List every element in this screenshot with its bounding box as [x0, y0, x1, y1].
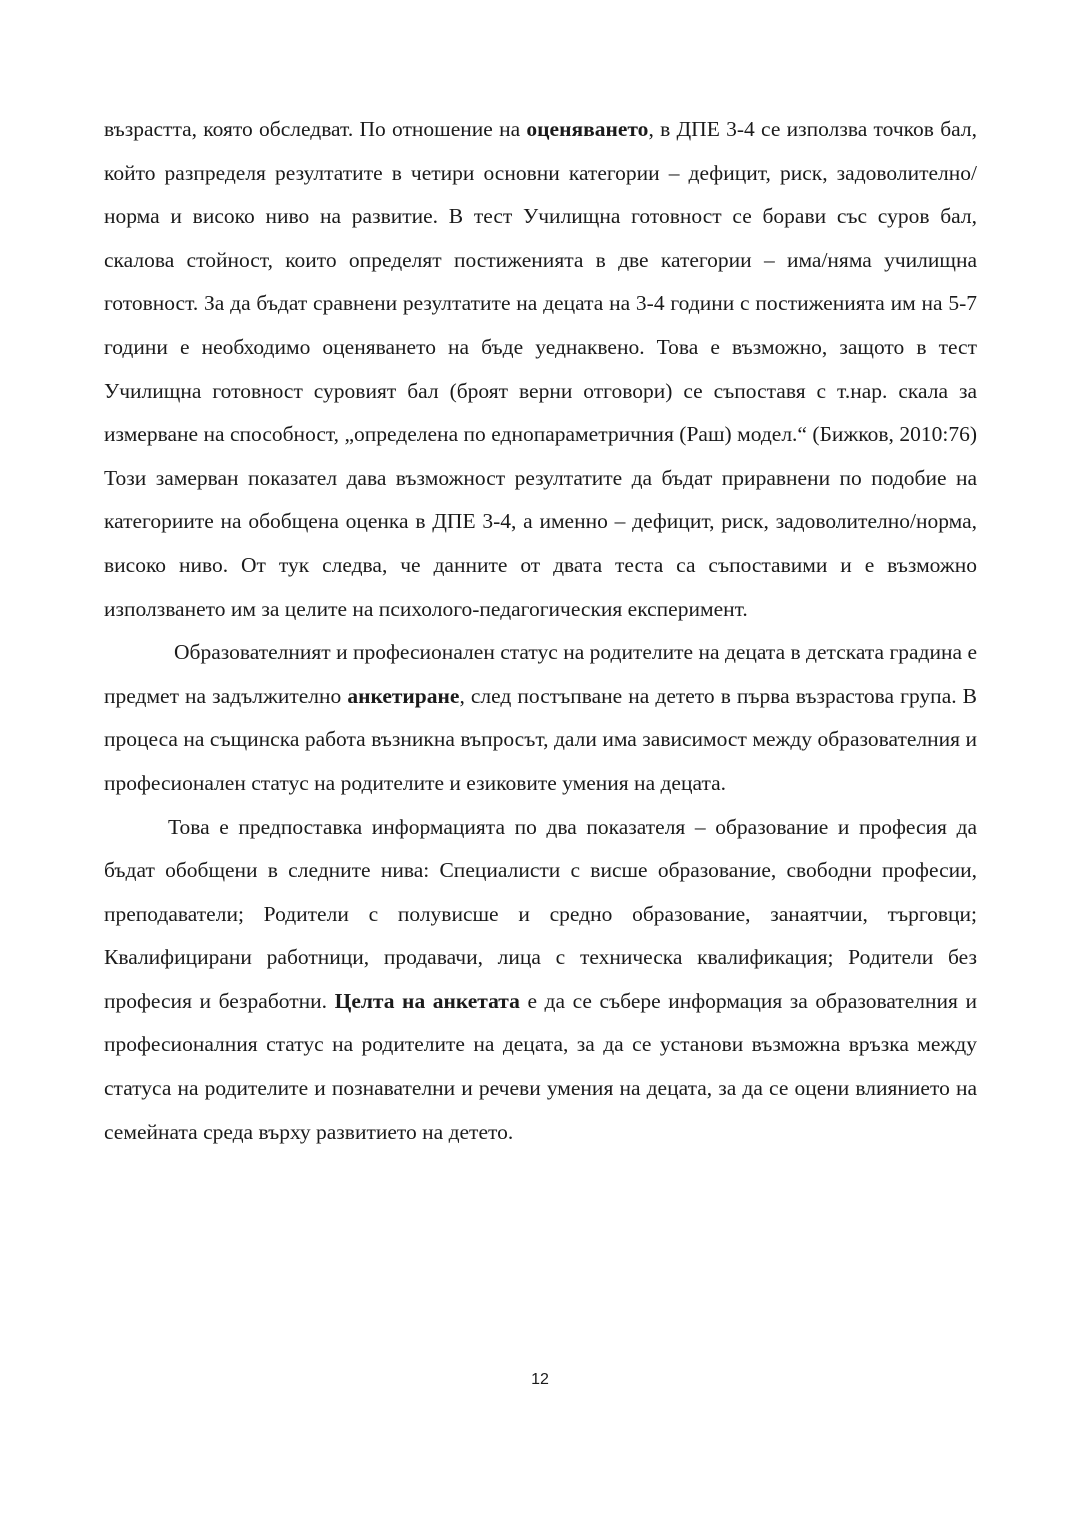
page-number: 12	[531, 1371, 549, 1388]
paragraph-text: възрастта, която обследват. По отношение на	[104, 117, 527, 141]
paragraph-text: е да се събере информация за образователния и професионалния статус на родителите на децата, за да се установи възможна връзка между статуса на родителите и познавателни и речеви умения на децата, за да се оцени влиянието на семейната среда върху развитието на детето.	[104, 988, 977, 1144]
paragraph-text: Това е предпоставка информацията по два показателя – образование и професия да бъдат обобщени в следните нива: Специалисти с висше образование, свободни професии, преподаватели; Родители с полувисше и средно образование, занаятчии, търговци; Квалифицирани работници, продавачи, лица с техническа квалификация; Родители без професия и безработни.	[104, 814, 977, 1013]
bold-term-survey-goal: Целта на анкетата	[334, 988, 520, 1013]
paragraph-survey-goal	[104, 806, 977, 1155]
body-text	[104, 108, 977, 1154]
paragraph-assessment	[104, 108, 977, 631]
paragraph-text: Образователният и професионален статус на родителите на децата в детската градина е предмет на задължително	[104, 640, 977, 708]
paragraph-parent-status	[104, 631, 977, 805]
bold-term-assessment: оценяването	[526, 117, 649, 141]
bold-term-survey: анкетиране	[347, 683, 460, 708]
paragraph-text: , в ДПЕ 3-4 се използва точков бал, който разпределя резултатите в четири основни категории – дефицит, риск, задоволително/норма и високо ниво на развитие. В тест Училищна готовност се борави със суров бал, скалова стойност, които определят постиженията в две категории – има/няма училищна готовност. За да бъдат сравнени резултатите на децата на 3-4 години с постиженията им на 5-7 години е необходимо оценяването на бъде уеднаквено. Това е възможно, защото в тест Училищна готовност суровият бал (броят верни отговори) се съпоставя с т.нар. скала за измерване на способност, „определена по еднопараметричния (Раш) модел.“ (Бижков, 2010:76) Този замерван показател дава възможност резултатите да бъдат приравнени по подобие на категориите на обобщена оценка в ДПЕ 3-4, а именно – дефицит, риск, задоволително/норма, високо ниво. От тук следва, че данните от двата теста са съпоставими и е възможно използването им за целите на психолого-педагогическия експеримент.	[104, 117, 977, 621]
paragraph-text: , след постъпване на детето в първа възрастова група. В процеса на същинска работа възникна въпросът, дали има зависимост между образователния и професионален статус на родителите и езиковите умения на децата.	[104, 683, 978, 795]
